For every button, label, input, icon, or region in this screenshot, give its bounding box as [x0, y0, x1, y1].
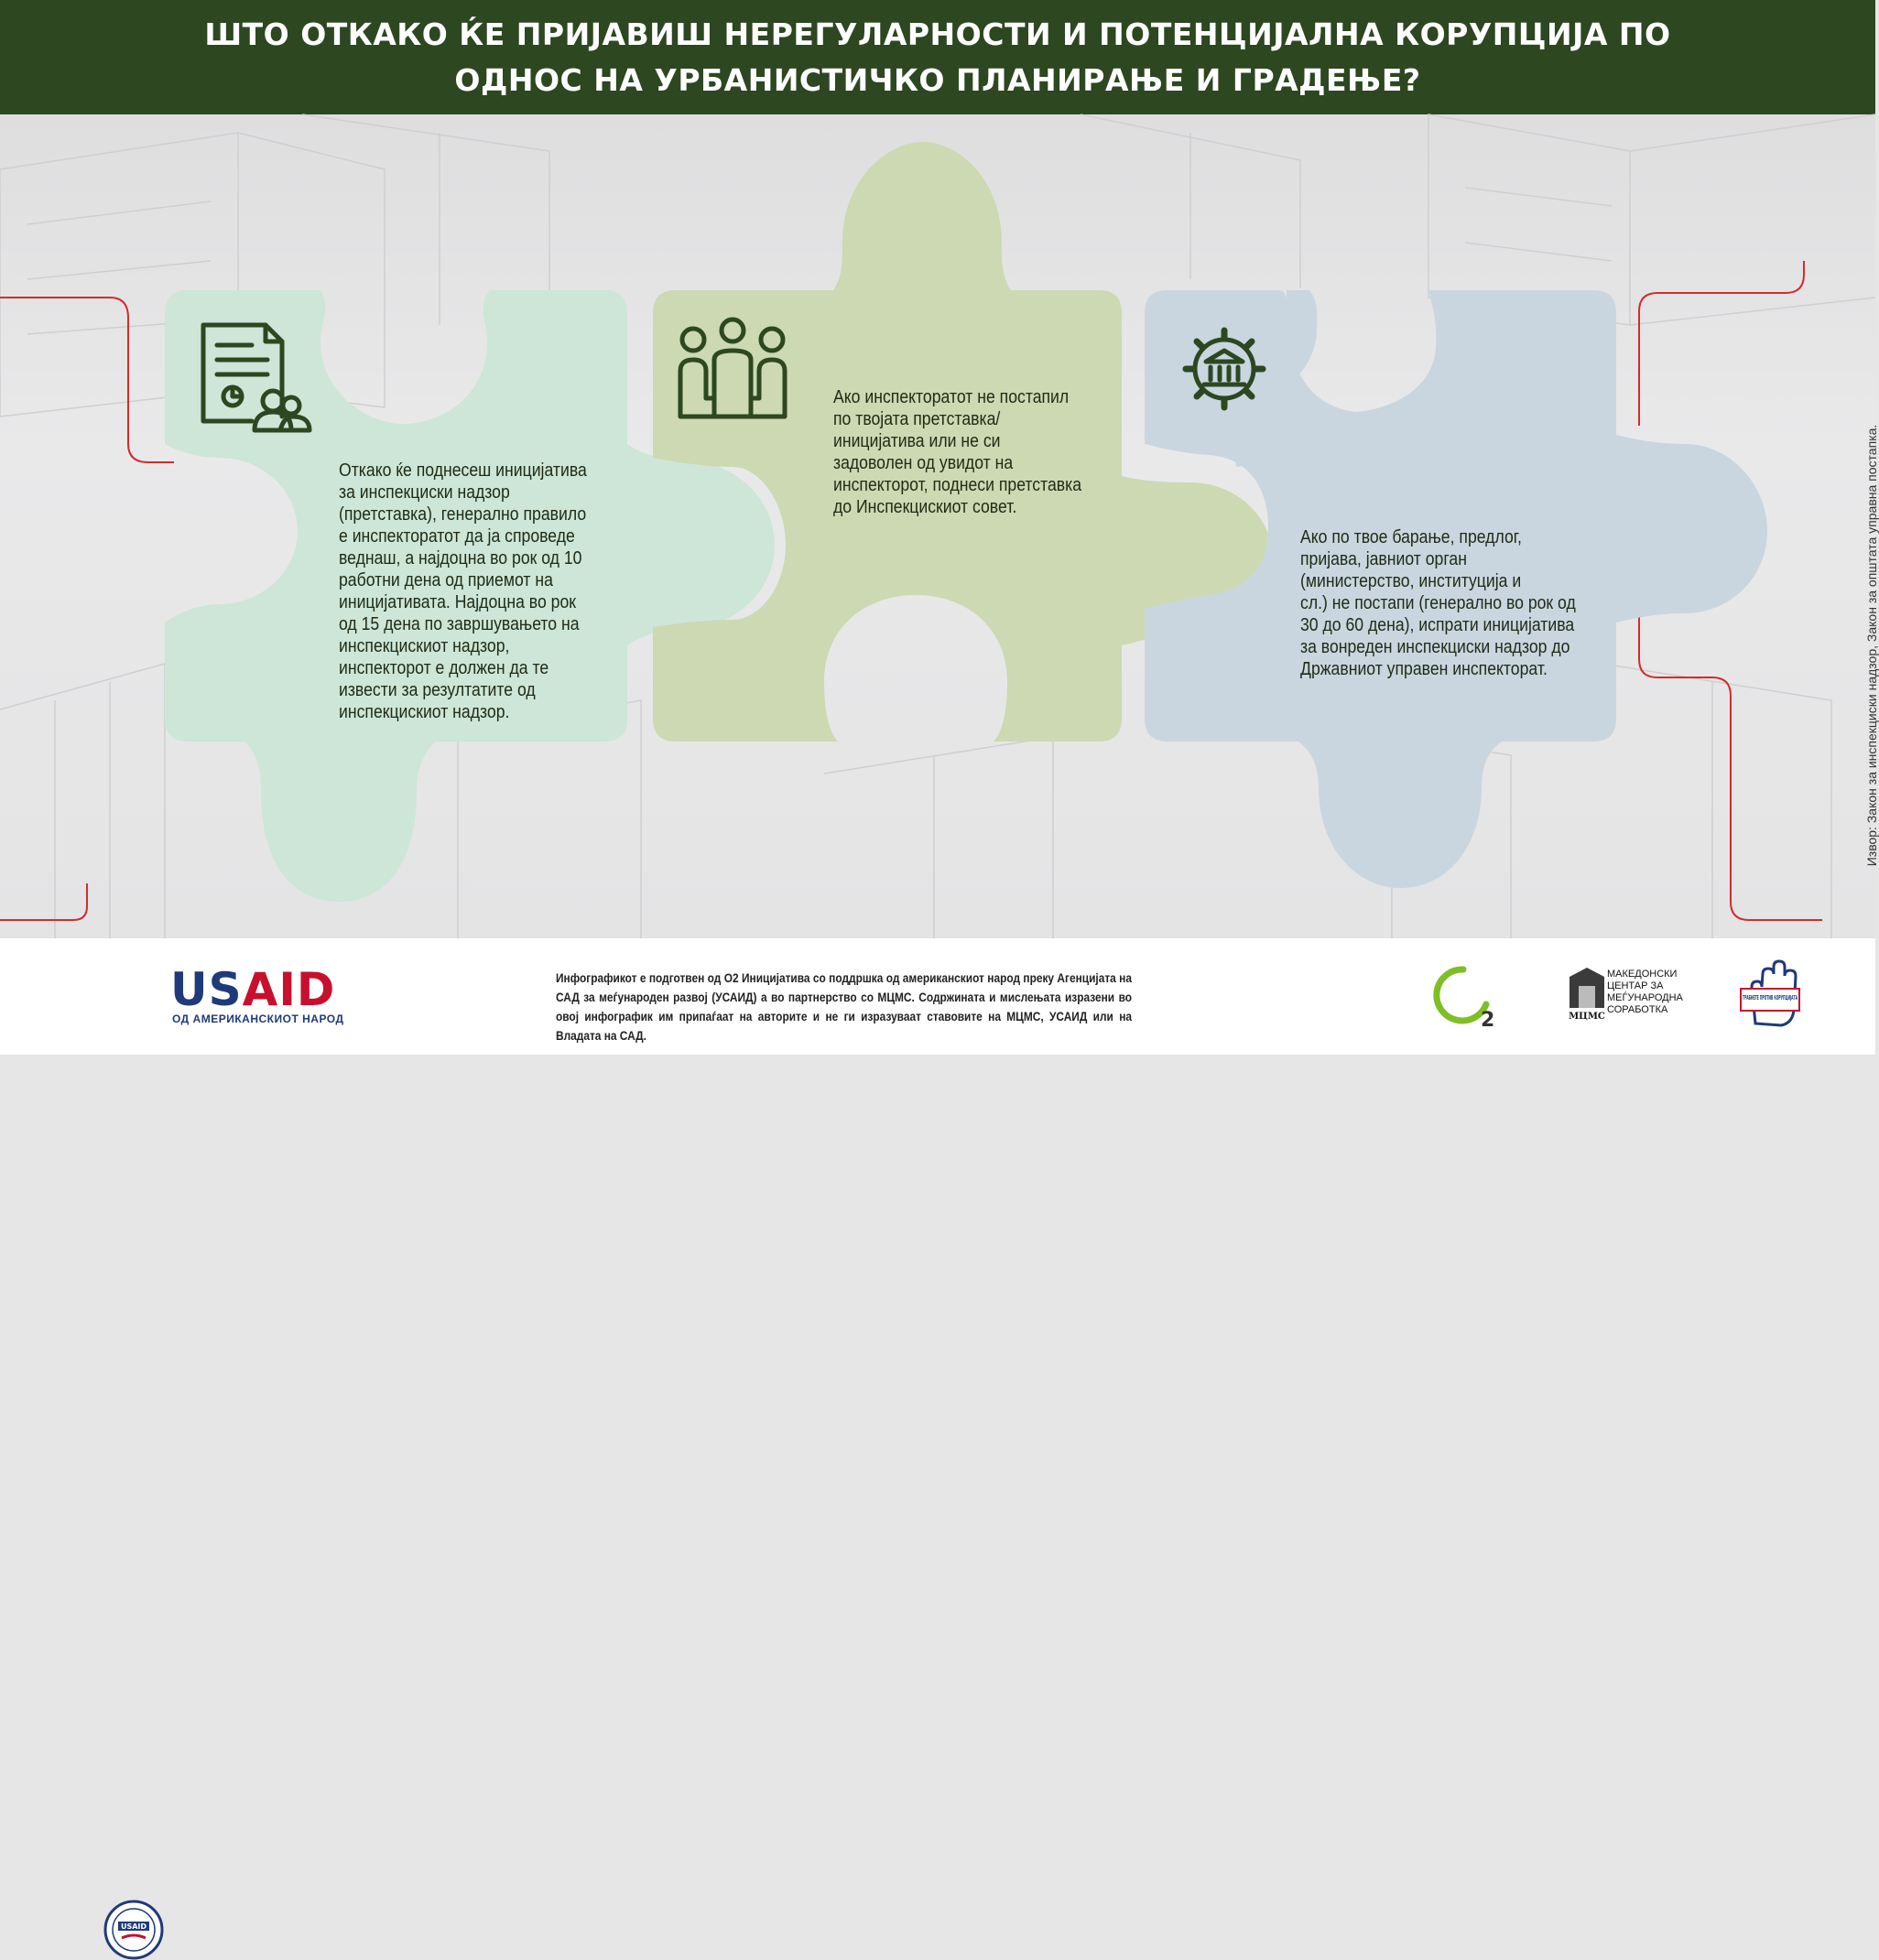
campaign-logo-text: ГРАБНЕТЕ ПРОТИВ КОРУПЦИЈАТА — [1743, 994, 1798, 1002]
mcms-logo-icon — [1566, 966, 1608, 1021]
gear-institution-icon — [1186, 330, 1263, 407]
document-chart-people-icon — [203, 325, 310, 430]
disclaimer-text: Инфографикот е подготвен од О2 Иницијатива со поддршка од американскиот народ преку Агенцијата на САД за меѓународен развој (УСАИД) а во партнерство со МЦМС. Содржината и мислењата изразени во овој инфографик им припаѓаат на авторите и не ги изразуваат ставовите на МЦМС, УСАИД или на Владата на САД. — [556, 970, 1132, 1043]
usaid-logo-part-us: US — [170, 963, 243, 1016]
mcms-abbr: МЦМС — [1569, 1012, 1605, 1022]
o2-logo — [1433, 966, 1497, 1030]
piece-2-text: Ако инспекторатот не постапил по твојата претставка/ иницијатива или не си задоволен од увидот на инспекторот, поднеси претставка до Инспекцискиот совет. — [833, 386, 1082, 517]
usaid-seal-label: USAID — [120, 1922, 147, 1931]
usaid-seal-icon — [103, 1900, 164, 1960]
mcms-name: МАКЕДОНСКИ ЦЕНТАР ЗА МЕЃУНАРОДНА СОРАБОТКА — [1607, 969, 1683, 1015]
campaign-hand-logo — [1735, 959, 1805, 1029]
usaid-logo-text — [170, 963, 335, 1016]
piece-1-text: Откако ќе поднесеш иницијатива за инспекциски надзор (претставка), генерално правило е инспекторатот да ја спроведе веднаш, а најдоцна во рок од 10 работни дена од приемот на иницијативата. Најдоцна во рок од 15 дена по завршувањето на инспекцискиот надзор, инспекторот е должен да те извести за резултатите од инспекцискиот надзор. — [339, 460, 587, 722]
meeting-group-icon — [680, 319, 785, 417]
header-banner — [0, 0, 1875, 114]
piece-3-text: Ако по твое барање, предлог, пријава, јавниот орган (министерство, институција и сл.) не постапи (генерално во рок од 30 до 60 дена), испрати иницијатива за вонреден инспекциски надзор до Државниот управен инспекторат. — [1300, 526, 1576, 679]
icon-layer — [0, 114, 1875, 938]
usaid-subtitle: ОД АМЕРИКАНСКИОТ НАРОД — [172, 1012, 344, 1025]
infographic-area: Откако ќе поднесеш иницијатива за инспекциски надзор (претставка), генерално правило е инспекторатот да ја спроведе веднаш, а најдоцна во рок од 10 работни дена од приемот на иницијативата. Најдоцна во рок од 15 дена по завршувањето на инспекцискиот надзор, инспекторот е должен да те извести за резултатите од инспекцискиот надзор. Ако инспекторатот не постапил по твојата претставка/ иницијатива или не си задоволен од увидот на инспекторот, поднеси претставка до Инспекцискиот совет. Ако по твое барање, предлог, пријава, јавниот орган (министерство, институција и сл.) не постапи (генерално во рок од 30 до 60 дена), испрати иницијатива за вонреден инспекциски надзор до Државниот управен инспекторат. Извор: Закон за инспекциски надзор, Закон за општата управна постапка. — [0, 114, 1875, 938]
usaid-logo-part-aid: AID — [242, 963, 336, 1016]
page-title: ШТО ОТКАКО ЌЕ ПРИЈАВИШ НЕРЕГУЛАРНОСТИ И ПОТЕНЦИЈАЛНА КОРУПЦИЈА ПО ОДНОС НА УРБАНИСТИЧКО ПЛАНИРАЊЕ И ГРАДЕЊЕ? — [204, 16, 1671, 98]
o2-logo-digit: 2 — [1481, 1009, 1495, 1032]
